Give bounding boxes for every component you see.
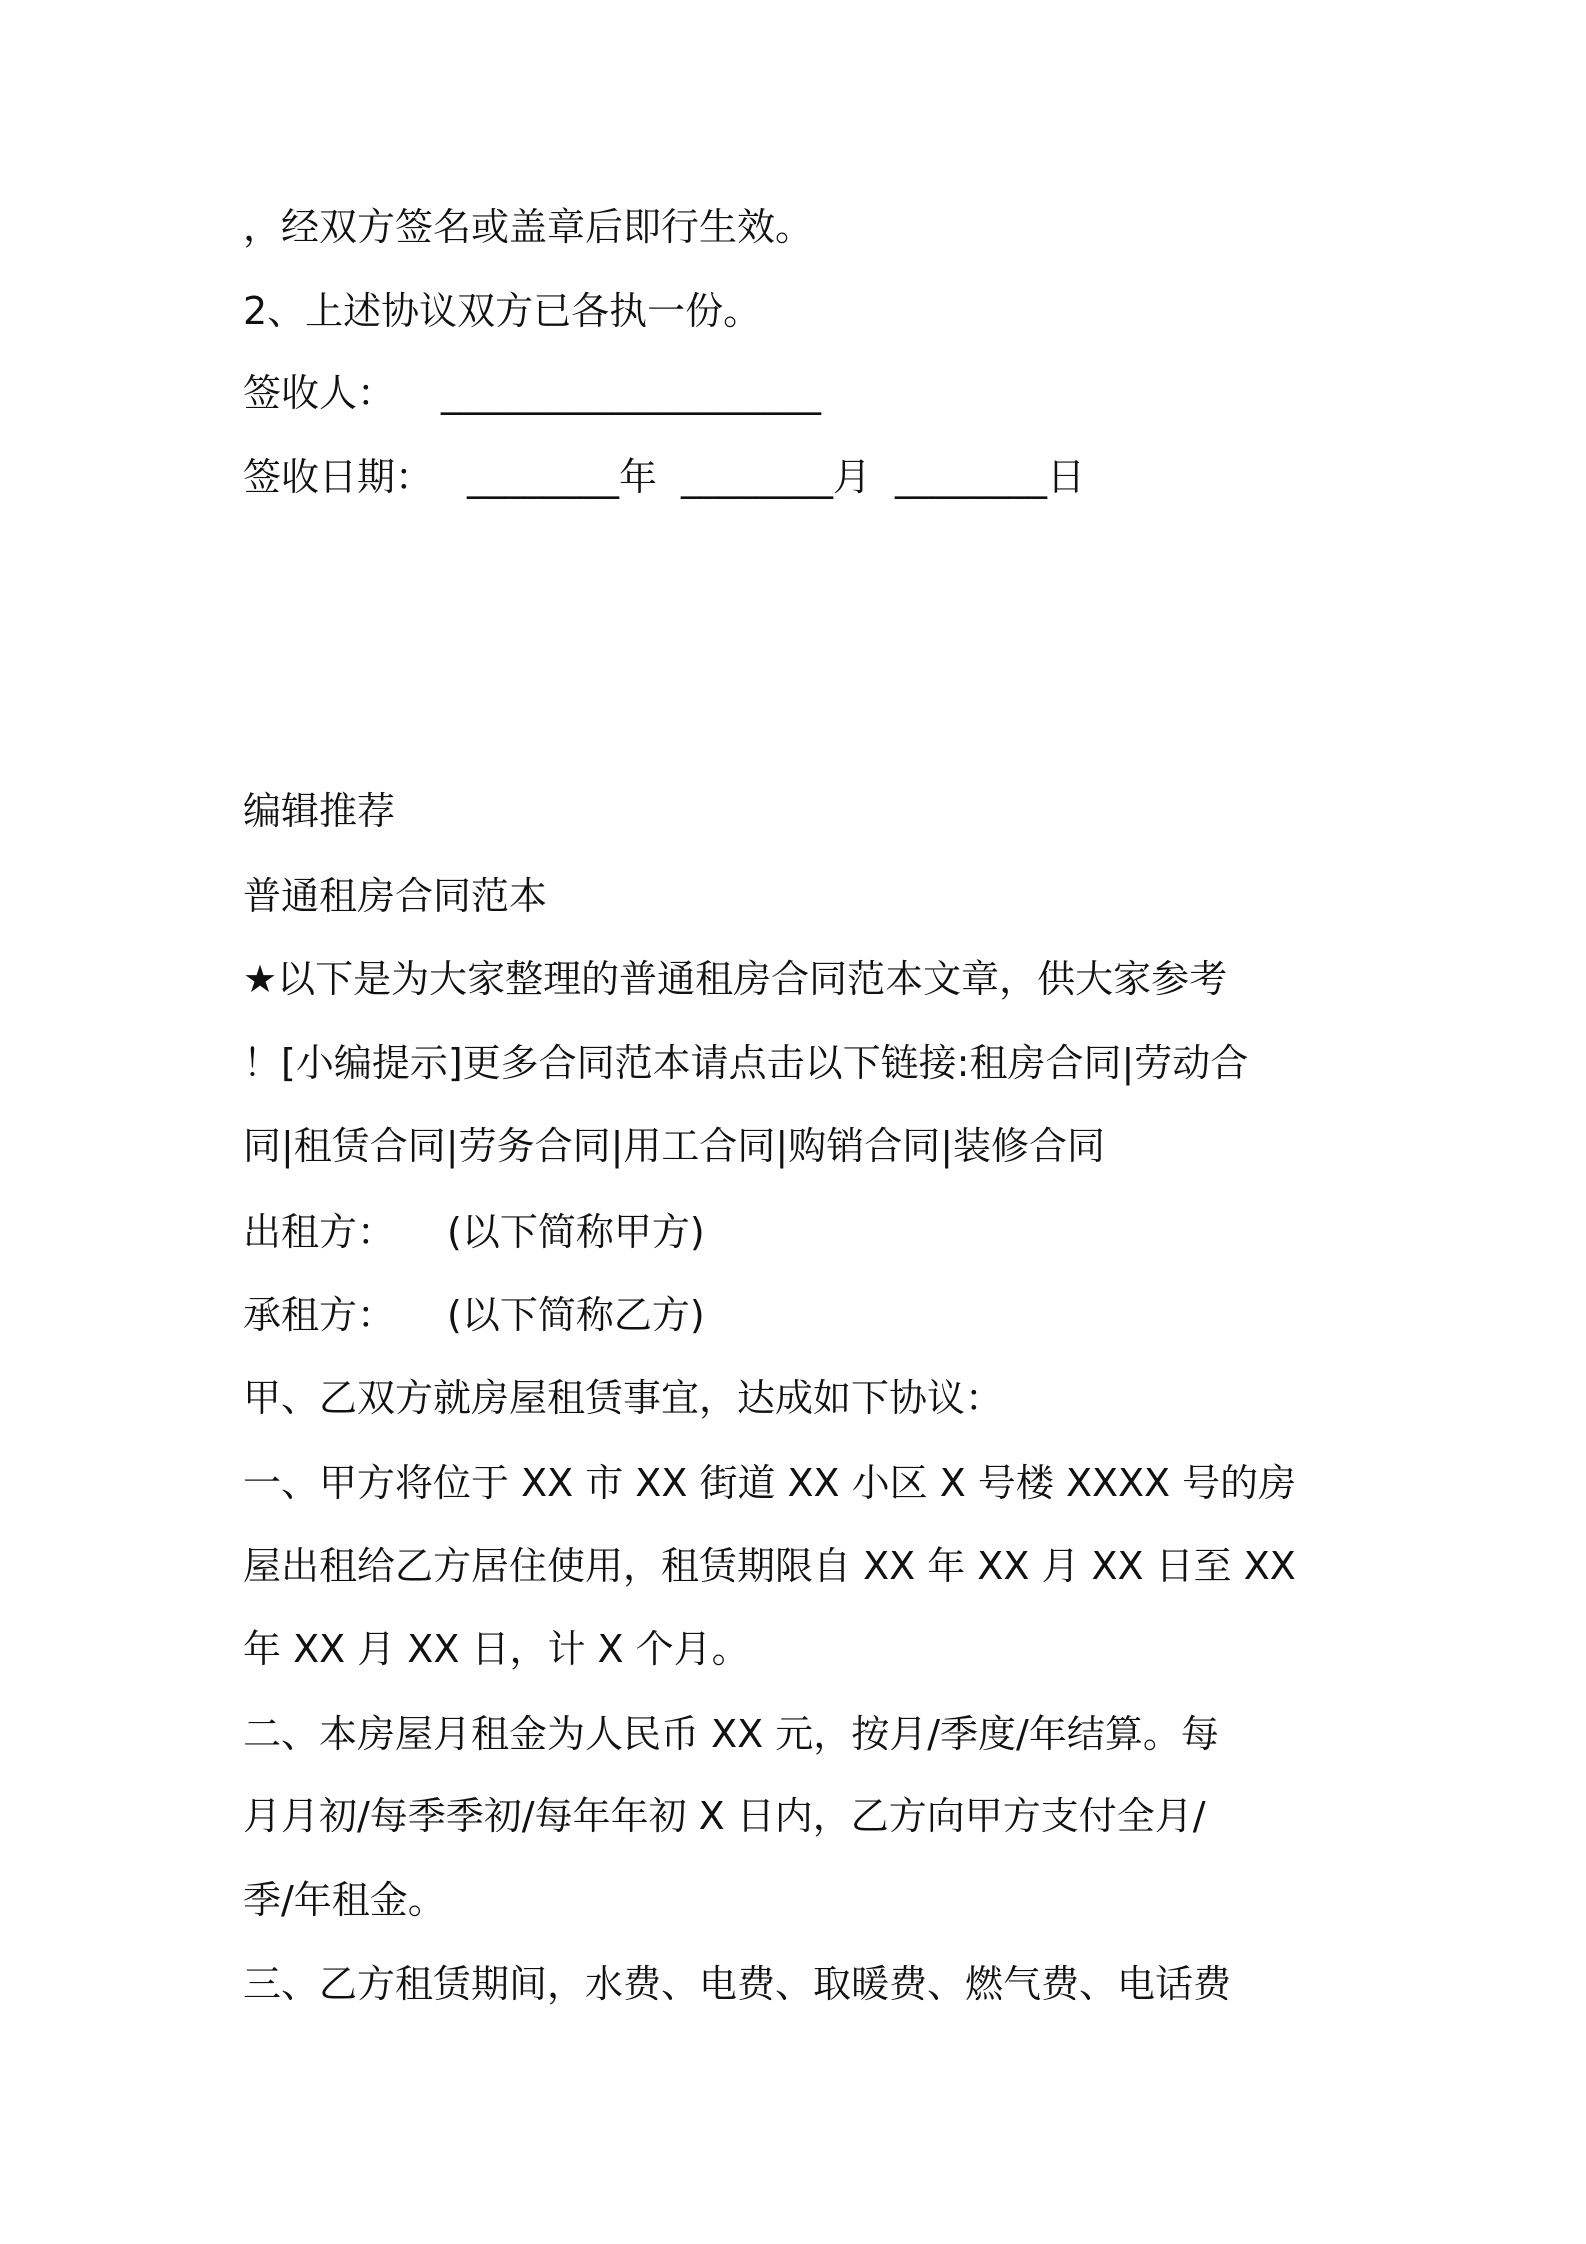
document-title: 普通租房合同范本 bbox=[243, 874, 548, 918]
agreement-line: 一、甲方将位于 XX 市 XX 街道 XX 小区 X 号楼 XXXX 号的房 bbox=[243, 1461, 1297, 1505]
agreement-line: 甲、乙双方就房屋租赁事宜，达成如下协议： bbox=[243, 1376, 1004, 1420]
lessor-line bbox=[243, 1207, 1363, 1257]
text-line: 2、上述协议双方已各执一份。 bbox=[243, 289, 762, 333]
agreement-line: 月月初/每季季初/每年年初 X 日内，乙方向甲方支付全月/ bbox=[243, 1794, 1206, 1838]
lessee-label: 承租方： bbox=[243, 1293, 396, 1337]
agreement-line: 季/年租金。 bbox=[243, 1878, 446, 1922]
lessee-line bbox=[243, 1290, 1363, 1340]
intro-line: ★以下是为大家整理的普通租房合同范本文章，供大家参考 bbox=[243, 957, 1228, 1001]
intro-line: ！[小编提示]更多合同范本请点击以下链接:租房合同|劳动合 bbox=[243, 1041, 1249, 1085]
editor-pick-heading: 编辑推荐 bbox=[243, 789, 396, 833]
lessor-label: 出租方： bbox=[243, 1210, 396, 1254]
intro-line: 同|租赁合同|劳务合同|用工合同|购销合同|装修合同 bbox=[243, 1124, 1106, 1168]
month-label: 月 bbox=[833, 455, 872, 499]
signer-blank: ____________________ bbox=[441, 371, 822, 415]
year-label: 年 bbox=[619, 455, 658, 499]
year-blank: ________ bbox=[467, 455, 620, 499]
agreement-line: 三、乙方租赁期间，水费、电费、取暖费、燃气费、电话费 bbox=[243, 1962, 1232, 2006]
agreement-line: 屋出租给乙方居住使用，租赁期限自 XX 年 XX 月 XX 日至 XX bbox=[243, 1544, 1296, 1588]
signer-line bbox=[243, 368, 1363, 418]
agreement-line: 年 XX 月 XX 日，计 X 个月。 bbox=[243, 1627, 750, 1671]
agreement-line: 二、本房屋月租金为人民币 XX 元，按月/季度/年结算。每 bbox=[243, 1712, 1219, 1756]
sign-date-line bbox=[243, 452, 1363, 502]
sign-date-label: 签收日期： bbox=[243, 455, 434, 499]
lessor-note: (以下简称甲方) bbox=[447, 1210, 705, 1254]
signer-label: 签收人： bbox=[243, 371, 396, 415]
text-line: ，经双方签名或盖章后即行生效。 bbox=[243, 205, 814, 249]
day-label: 日 bbox=[1047, 455, 1086, 499]
month-blank: ________ bbox=[681, 455, 834, 499]
lessee-note: (以下简称乙方) bbox=[447, 1293, 705, 1337]
day-blank: ________ bbox=[895, 455, 1048, 499]
